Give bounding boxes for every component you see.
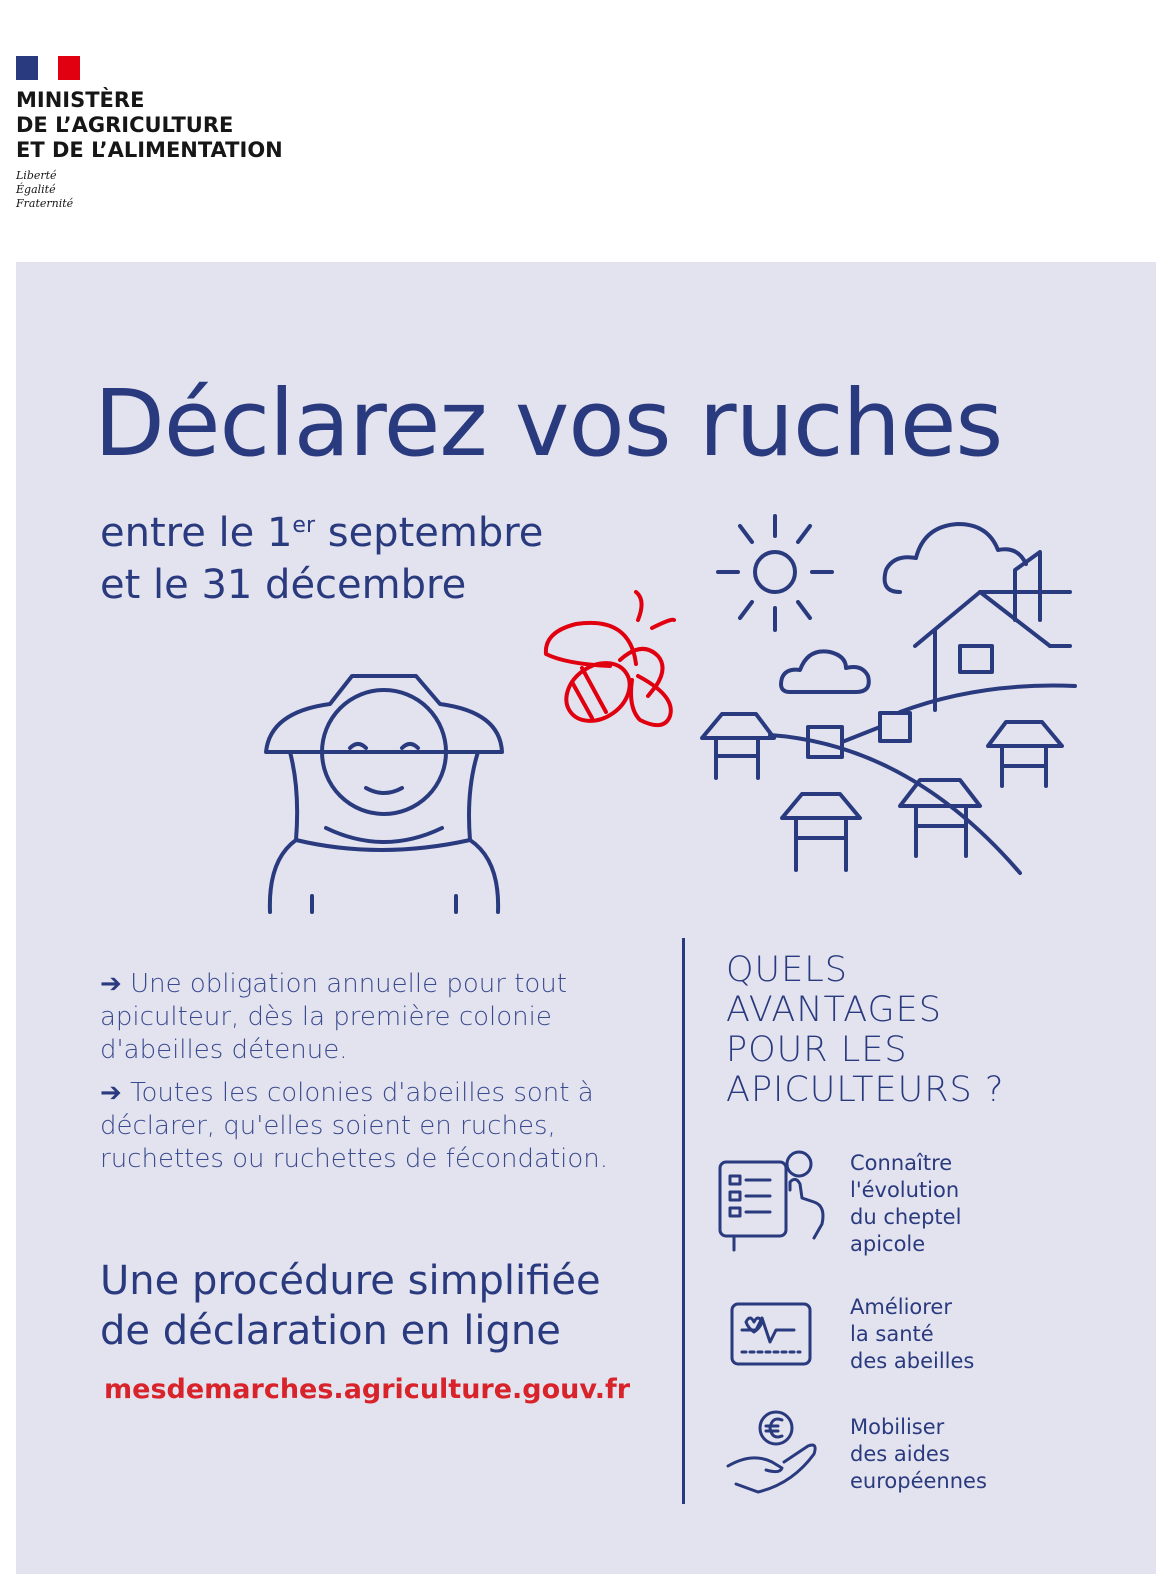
- declaration-period: entre le 1er septembre et le 31 décembre: [100, 510, 544, 608]
- health-monitor-icon: [732, 1304, 810, 1364]
- ministry-name: MINISTÈRE DE L’AGRICULTURE ET DE L’ALIMENTATION: [16, 88, 283, 162]
- republic-motto: Liberté Égalité Fraternité: [16, 169, 74, 210]
- procedure-heading: Une procédure simplifiée de déclaration en ligne: [100, 1258, 601, 1354]
- tablet-chart-icon: [720, 1152, 823, 1250]
- benefit-item: Connaître l'évolution du cheptel apicole: [850, 1151, 962, 1256]
- arrow-right-icon: ➔: [100, 1078, 122, 1108]
- benefit-item: Améliorer la santé des abeilles: [850, 1295, 975, 1373]
- arrow-right-icon: ➔: [100, 969, 122, 999]
- euro-hand-icon: [728, 1412, 815, 1492]
- list-item: ➔ Une obligation annuelle pour tout apiculteur, dès la première colonie d'abeilles détenue.: [100, 969, 567, 1065]
- advantages-title: QUELS AVANTAGES POUR LES APICULTEURS ?: [726, 950, 1005, 1110]
- headline: Déclarez vos ruches: [94, 370, 1003, 477]
- declaration-url-link[interactable]: mesdemarches.agriculture.gouv.fr: [104, 1374, 631, 1405]
- benefit-item: Mobiliser des aides européennes: [850, 1415, 987, 1493]
- list-item: ➔ Toutes les colonies d'abeilles sont à déclarer, qu'elles soient en ruches, ruchettes ou ruchettes de fécondation.: [100, 1078, 609, 1174]
